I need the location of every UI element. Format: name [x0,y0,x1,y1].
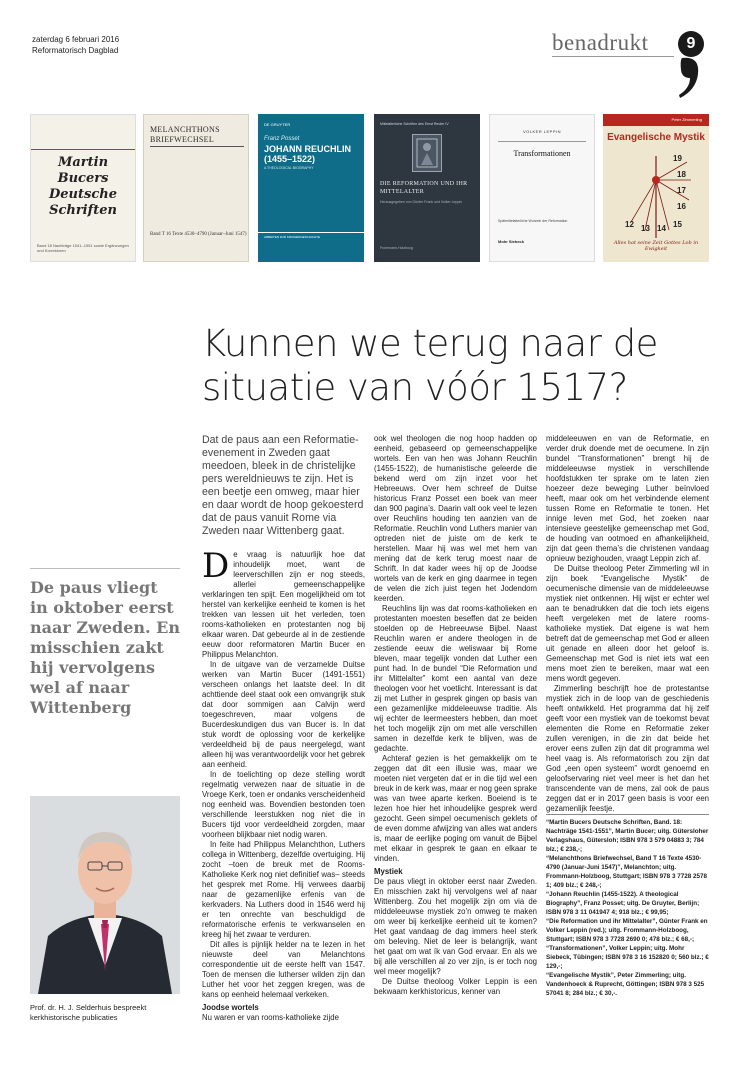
paragraph: In feite had Philippus Melanchthon, Luthers collega in Wittenberg, dezelfde overtuiging. Hij zocht –toen de breuk met de Rooms-Katholieke Kerk nog niet definitief was– steeds het gesprek met Rome. Hij verwees daarbij naar de gezamenlijke erfenis van de kerkvaders. Na Luthers dood in 1546 werd hij er ten onrechte van beschuldigd de reformatorische erfenis te verkwanselen en kreeg hij het zwaar te verduren. [202,840,365,939]
dial-number: 14 [657,224,666,233]
dial-number: 17 [677,186,686,195]
cover-evangelische-mystik [603,114,709,262]
author-portrait-icon [30,796,180,994]
cover-divider [150,146,244,147]
cover-subtitle: Spätmittelalterliche Wurzeln der Reformation [498,219,568,223]
cover-subtitle: Band 18 Nachträge 1541–1551 sowie Ergänzungen und Korrekturen [37,243,129,253]
paragraph: Nu waren er van rooms-katholieke zijde [202,1013,339,1022]
paragraph: ook wel theologen die nog hoop hadden op eenheid, gebaseerd op gemeenschappelijke wortels. Een van hen was Johann Reuchlin (1455-1522), de humanistische geleerde die bekend werd om zijn inzet voor het Hebreeuws. Over hem schreef de Duitse historicus Franz Posset een boek van meer dan 900 pagina’s. Daarin valt ook veel te lezen over Reuchlins houding ten aanzien van de Reformatie. Reuchlin vond Luthers manier van optreden niet de juiste om de kerk te herstellen. Maar hij was wel met hem van mening dat de kerk terug moest naar de Schrift. In dat kader wees hij op de Joodse wortels van de kerk en ging daarmee in tegen de velen die zich juist tegen het Jodendom keerden. [374,434,537,603]
reference-item: “Transformationen”, Volker Leppin; uitg. Mohr Siebeck, Tübingen; ISBN 978 3 16 152820 0; 560 blz.; € 129,-; [546,945,709,970]
paragraph: In de toelichting op deze stelling wordt regelmatig verwezen naar de situatie in de Vroege Kerk, toen er ondanks verscheidenheid nog eenheid was. Bovendien bestonden toen verschillende leerstukken nog niet die in Bucers tijd voor verdeeldheid zorgden, maar voorheen blijkbaar niet nodig waren. [202,770,365,839]
sundial-illustration [617,150,695,238]
cover-reuchlin [258,114,364,262]
paragraph: Zimmerling beschrijft hoe de protestantse mystiek zich in de loop van de geschiedenis heeft ontwikkeld. Het programma dat hij zelf geeft voor een mystiek van de toekomst bevat elementen die Rome en Reformatie zeker zullen verenigen, in die zin dat beide het erover eens zullen zijn dat dit programma wel heel vaag is. Als reformatorisch zou zijn dat God „een open systeem” wordt genoemd en geloofservaring niet veel meer is het dan het transcendente van de mens, zal ook de paus zeggen dat er in 2017 geen basis is voor een gezamenlijk feestje. [546,684,709,813]
cover-series: Mittelalterliche Schriften des Ernst Reuter IV [380,122,449,126]
dial-number: 19 [673,154,682,163]
cover-title: JOHANN REUCHLIN (1455–1522) [264,144,352,164]
cover-divider [498,141,586,142]
cover-artwork-icon [412,134,442,172]
cover-title: DIE REFORMATION UND IHR MITTELALTER [380,181,468,195]
cover-subtitle: A THEOLOGICAL BIOGRAPHY [264,166,314,170]
cover-subtitle: Herausgegeben von Günter Frank und Volker Leppin [380,200,463,204]
article-headline: Kunnen we terug naar de situatie van vóór 1517? [202,322,658,409]
cover-title: Martin Bucers Deutsche Schriften [49,155,117,218]
paragraph-text: e vraag is natuurlijk hoe dat inhoudelijk moet, want de leerverschillen zijn er nog steeds, allerlei gemeenschappelijke verklaringen ten spijt. Een mogelijkheid om tot herstel van kerkelijke eenheid te komen is het trekken van lessen uit het verleden, toen rooms-katholieken en protestanten nog bij elkaar waren. Dat gebeurde al in de zestiende eeuw door reformatoren Martin Bucer en Philippus Melanchton. [202,550,365,659]
book-references [546,818,709,998]
article-intro: Dat de paus aan een Reformatie-evenement in Zweden gaat meedoen, bleek in de christelijke pers wereldnieuws te zijn. Het is een beetje een omweg, maar hier en daar wordt de hoop gekoesterd dat de paus vanuit Rome via Zweden naar Wittenberg gaat. [202,434,364,537]
paragraph: Achteraf gezien is het gemakkelijk om te zeggen dat dit een illusie was, maar we moeten niet vergeten dat er in die tijd wel een breuk in de kerk was, maar er nog geen sprake was van twee aparte kerken. Boeiend is te lezen hoe hier het inhoudelijke gesprek werd gezocht. Geen simpel oecumenisch geklets of de even domme afwijzing van alles wat anders is, maar de eerlijke poging om vanuit de Bijbel met elkaar in gesprek te gaan en elkaar te vinden. [374,754,537,863]
newspaper-name: Reformatorisch Dagblad [32,46,119,55]
cover-reformation-mittelalter [374,114,480,262]
page-number-badge: 9 [678,31,704,57]
subheading: Joodse wortels [202,1003,259,1012]
paragraph [202,546,365,660]
pull-quote: De paus vliegt in oktober eerst naar Zweden. En misschien zakt hij vervolgens wel af naar Wittenberg [30,578,180,717]
cover-publisher: Frommann-Holzboog [380,246,413,250]
reference-item: “Johann Reuchlin (1455-1522). A theological Biography”, Franz Posset; uitg. De Gruyter, Berlijn; ISBN 978 3 11 041947 4; 918 blz.; € 99,95; [546,891,700,916]
comma-ornament-icon [678,56,700,100]
paragraph: In de uitgave van de verzamelde Duitse werken van Martin Bucer (1491-1551) verscheen onlangs het laatste deel. In dit achttiende deel staat ook een omvangrijk stuk dat door sommigen aan Calvijn werd toegeschreven, maar volgens de Bucerdeskundigen dus van Bucer is. In dat stuk wordt de oplossing voor de kerkelijke verdeeldheid bij de paus neergelegd, want alleen hij was verantwoordelijk voor het gebrek aan eenheid. [202,660,365,769]
issue-date [32,34,119,56]
dial-number: 16 [677,202,686,211]
cover-motto: Alles hat seine Zeit Gottes Lob in Ewigkeit [613,240,699,252]
cover-publisher: DE GRUYTER [264,122,291,127]
paragraph: middeleeuwen en van de Reformatie, en verder druk doende met de oecumene. In zijn bundel “Transformationen” brengt hij de middeleeuwse mystiek in verschillende hoofdstukken ter sprake om te laten zien hoezeer deze beweging Luther beïnvloed heeft, maar ook om het verbindende element tussen Rome en Reformatie te tonen. Het innige leven met God, het zoeken naar intensieve geestelijke gemeenschap met God, de houding van ootmoed en afhankelijkheid, zijn dat geen thema’s die christenen vandaag opnieuw bezighouden, vraagt Leppin zich af. [546,434,709,563]
cover-divider [31,149,135,150]
date-text: zaterdag 6 februari 2016 [32,35,120,44]
cover-publisher: Mohr Siebeck [498,239,525,244]
cover-author: VOLKER LEPPIN [522,129,562,134]
cover-divider [258,232,364,233]
author-photo [30,796,180,994]
section-rule [552,56,674,57]
cover-author: Franz Posset [264,136,300,142]
article-column-2 [374,434,537,997]
paragraph: Reuchlins lijn was dat rooms-katholieken en protestanten moesten beseffen dat ze beiden stoelden op de Hebreeuwse Bijbel. Naast Reuchlin waren er andere theologen in de zestiende eeuw die weliswaar bij Rome bleven, maar tegelijk vonden dat Luther een punt had. In de bundel “Die Reformation und ihr Mittelalter” komt een aantal van deze theologen voor het voetlicht. Interessant is dat zij met Luther in gesprek gingen op basis van een gezamenlijke middeleeuwse traditie. Als wij echter de leermeesters hebben, dan moet het toch mogelijk zijn om met alle verschillen samen in dezelfde kerk te blijven, was de gedachte. [374,604,537,753]
reference-item: “Martin Bucers Deutsche Schriften, Band. 18: Nachträge 1541-1551”, Martin Bucer; uitg. Gütersloher Verlagshaus, Gütersloh; ISBN 978 3 579 04883 3; 784 blz.; € 238,-; [546,819,709,853]
cover-series: ARBEITEN ZUR KIRCHENGESCHICHTE [264,235,321,239]
section-label: benadrukt [552,30,649,55]
reference-item: “Evangelische Mystik”, Peter Zimmerling; uitg. Vandenhoeck & Ruprecht, Göttingen; ISBN 978 3 525 57041 8; 284 blz.; € 30,-. [546,972,705,997]
dial-number: 12 [625,220,634,229]
cover-title: Transformationen [513,149,571,158]
cover-melanchthon [143,114,249,262]
paragraph: Dit alles is pijnlijk helder na te lezen in het nieuwste deel van Melanchtons correspondentie uit de eerste helft van 1547. Toen de mensen die lutherser wilden zijn dan Luther het voor het zeggen kregen, was de kans op eenheid helemaal verkeken. [202,940,365,999]
cover-title: MELANCHTHONS BRIEFWECHSEL [150,125,220,144]
pull-quote-rule [30,568,180,569]
references-rule [546,814,709,815]
drop-cap: D [202,546,230,586]
subheading: Mystiek [374,867,403,876]
paragraph: De Duitse theoloog Volker Leppin is een bekwaam kerkhistoricus, kenner van [374,977,537,996]
dial-number: 18 [677,170,686,179]
dial-number: 15 [673,220,682,229]
cover-bucer [30,114,136,262]
reference-item: “Melanchthons Briefwechsel, Band T 16 Texte 4530-4790 (Januar-Juni 1547)”, Melanchton; uitg. Frommann-Holzboog, Stuttgart; ISBN 978 3 7728 2578 1; 409 blz.; € 248,-; [546,855,707,889]
cover-author: Peter Zimmerling [669,117,705,122]
paragraph: De Duitse theoloog Peter Zimmerling wil in zijn boek “Evangelische Mystik” de oecumenische dimensie van de middeleeuwse mystiek niet ontkennen. Hij wijst er echter wel aan te benadrukken dat die toch iets eigens heeft vergeleken met de latere rooms-katholieke mystiek. Dat eigene is wat hem betreft dat de gemeenschap met God er alleen uit genade en alleen door het geloof is. Gemeenschap met God is niet iets wat een mens moet zien te bereiken, maar wat een mens wordt gegeven. [546,564,709,683]
cover-subtitle: Band T 16 Texte 4530–4790 (Januar–Juni 1547) [150,232,247,237]
cover-title: Evangelische Mystik [607,132,705,143]
article-column-1 [202,546,365,1023]
cover-transformationen [489,114,595,262]
paragraph: De paus vliegt in oktober eerst naar Zweden. En misschien zakt hij vervolgens wel af naar Wittenberg. Zou het mogelijk zijn om via de middeleeuwse mystiek zo’n omweg te maken om weer bij kerkelijke eenheid uit te komen? Het gaat vandaag de dag immers heel sterk om beleving. Niet de leer is belangrijk, want het gaat om wat ík van God ervaar. En als we bij alle verschillen al zo ver zijn, is er toch nog wel meer mogelijk? [374,877,537,976]
reference-item: “Die Reformation und ihr Mittelalter”, Günter Frank en Volker Leppin (red.); uitg. Frommann-Holzboog, Stuttgart; ISBN 978 3 7728 2690 0; 478 blz.; € 68,-; [546,918,708,943]
photo-caption: Prof. dr. H. J. Selderhuis bespreekt kerkhistorische publicaties [30,1003,147,1022]
dial-number: 13 [641,224,650,233]
article-column-3 [546,434,709,814]
